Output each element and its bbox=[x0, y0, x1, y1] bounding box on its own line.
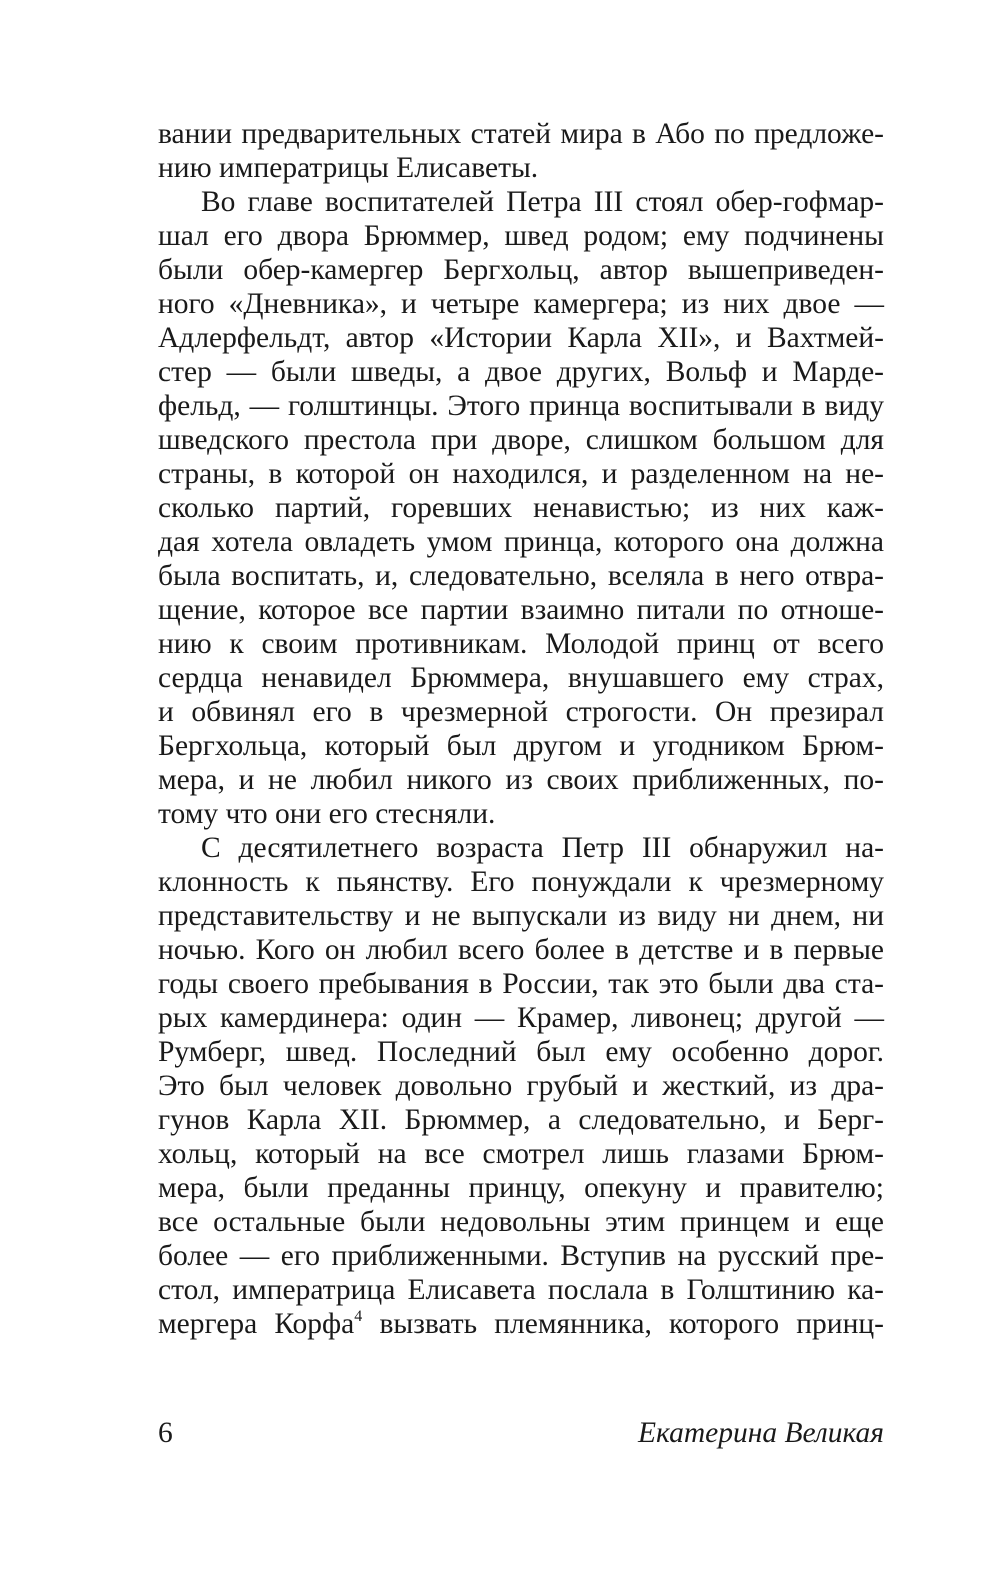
main-text bbox=[158, 117, 884, 1341]
text-line: была воспитать, и, следовательно, вселяла в него отвра- bbox=[158, 560, 884, 592]
text-line: щение, которое все партии взаимно питали по отноше- bbox=[158, 594, 884, 626]
text-line: фельд, — голштинцы. Этого принца воспитывали в виду bbox=[158, 390, 884, 422]
text-line: рых камердинера: один — Крамер, ливонец; другой — bbox=[158, 1002, 884, 1034]
text-line: хольц, который на все смотрел лишь глазами Брюм- bbox=[158, 1138, 884, 1170]
text-line: ного «Дневника», и четыре камергера; из них двое — bbox=[158, 288, 884, 320]
text-line: ночью. Кого он любил всего более в детстве и в первые bbox=[158, 934, 884, 966]
text-line: шал его двора Брюммер, швед родом; ему подчинены bbox=[158, 220, 884, 252]
page-number: 6 bbox=[158, 1417, 173, 1449]
page-footer bbox=[158, 1413, 884, 1453]
text-line: дая хотела овладеть умом принца, которого она должна bbox=[158, 526, 884, 558]
text-segment: мергера Корфа bbox=[158, 1308, 355, 1340]
text-line: Адлерфельдт, автор «Истории Карла XII», и Вахтмей- bbox=[158, 322, 884, 354]
text-line: были обер-камергер Бергхольц, автор вышеприведен- bbox=[158, 254, 884, 286]
text-line: Во главе воспитателей Петра III стоял обер-гофмар- bbox=[201, 186, 884, 218]
text-line: шведского престола при дворе, слишком большом для bbox=[158, 424, 884, 456]
text-line: тому что они его стесняли. bbox=[158, 798, 496, 830]
text-line: более — его приближенными. Вступив на русский пре- bbox=[158, 1240, 884, 1272]
text-line: мера, и не любил никого из своих приближенных, по- bbox=[158, 764, 884, 796]
text-line: сколько партий, горевших ненавистью; из них каж- bbox=[158, 492, 884, 524]
text-line: годы своего пребывания в России, так это были два ста- bbox=[158, 968, 884, 1000]
text-line: мера, были преданны принцу, опекуну и правителю; bbox=[158, 1172, 884, 1204]
footnote-marker[interactable]: 4 bbox=[354, 1308, 363, 1325]
text-line bbox=[158, 1307, 884, 1341]
text-line: все остальные были недовольны этим принцем и еще bbox=[158, 1206, 884, 1238]
text-line: Румберг, швед. Последний был ему особенно дорог. bbox=[158, 1036, 884, 1068]
text-line: представительству и не выпускали из виду ни днем, ни bbox=[158, 900, 884, 932]
text-line: стер — были шведы, а двое других, Вольф и Марде- bbox=[158, 356, 884, 388]
text-line: нию к своим противникам. Молодой принц от всего bbox=[158, 628, 884, 660]
text-line: страны, в которой он находился, и разделенном на не- bbox=[158, 458, 884, 490]
text-segment: вызвать племянника, которого принц- bbox=[362, 1308, 884, 1340]
text-line: нию императрицы Елисаветы. bbox=[158, 152, 539, 184]
text-line: стол, императрица Елисавета послала в Голштинию ка- bbox=[158, 1274, 884, 1306]
text-line: Бергхольца, который был другом и угодником Брюм- bbox=[158, 730, 884, 762]
text-line: вании предварительных статей мира в Або по предложе- bbox=[158, 118, 884, 150]
text-line: клонность к пьянству. Его понуждали к чрезмерному bbox=[158, 866, 884, 898]
text-line: гунов Карла XII. Брюммер, а следовательно, и Берг- bbox=[158, 1104, 884, 1136]
text-line: сердца ненавидел Брюммера, внушавшего ему страх, bbox=[158, 662, 884, 694]
running-title: Екатерина Великая bbox=[637, 1417, 884, 1449]
text-line: С десятилетнего возраста Петр III обнаружил на- bbox=[201, 832, 884, 864]
text-line: и обвинял его в чрезмерной строгости. Он презирал bbox=[158, 696, 884, 728]
text-line: Это был человек довольно грубый и жесткий, из дра- bbox=[158, 1070, 884, 1102]
